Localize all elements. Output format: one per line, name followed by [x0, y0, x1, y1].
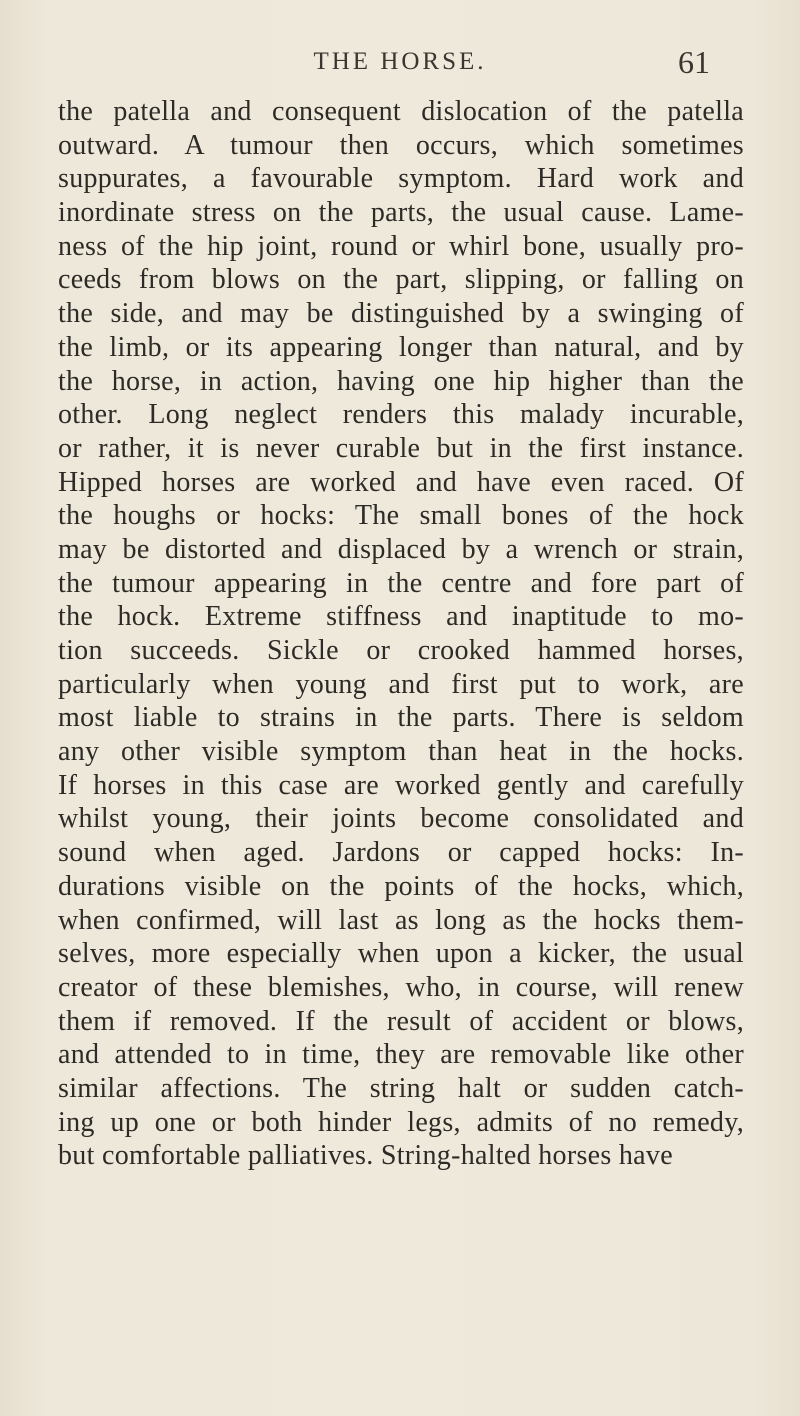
text-line: the patella and consequent dislocation of the patella	[58, 96, 744, 127]
text-line: sound when aged. Jardons or capped hocks: In-	[58, 837, 744, 869]
text-line: the horse, in action, having one hip higher than the	[58, 365, 744, 397]
text-line: or rather, it is never curable but in the first instance.	[58, 432, 744, 464]
text-line: may be distorted and displaced by a wrench or strain,	[58, 533, 744, 565]
text-line: any other visible symptom than heat in the hocks.	[58, 736, 744, 768]
text-line: ness of the hip joint, round or whirl bone, usually pro-	[58, 230, 744, 262]
text-line: them if removed. If the result of accident or blows,	[58, 1005, 744, 1037]
text-line: the side, and may be distinguished by a swinging of	[58, 298, 744, 330]
running-head: THE HORSE.	[313, 48, 487, 75]
text-line: particularly when young and first put to work, are	[58, 668, 744, 700]
text-line: tion succeeds. Sickle or crooked hammed horses,	[58, 635, 744, 666]
text-line: the houghs or hocks: The small bones of the hock	[58, 500, 744, 532]
text-line: selves, more especially when upon a kicker, the usual	[58, 938, 744, 970]
text-line: similar affections. The string halt or sudden catch-	[58, 1072, 744, 1104]
page-number: 61	[678, 44, 710, 80]
text-line: inordinate stress on the parts, the usual cause. Lame-	[58, 197, 744, 229]
text-line: Hipped horses are worked and have even raced. Of	[58, 466, 744, 498]
text-line: If horses in this case are worked gently and carefully	[58, 769, 744, 801]
text-line: other. Long neglect renders this malady incurable,	[58, 399, 744, 431]
text-line: and attended to in time, they are removable like other	[58, 1039, 744, 1071]
text-line: the hock. Extreme stiffness and inaptitude to mo-	[58, 601, 744, 633]
text-line: but comfortable palliatives. String-halted horses have	[58, 1140, 673, 1172]
text-line: outward. A tumour then occurs, which sometimes	[58, 129, 744, 161]
text-line: the limb, or its appearing longer than natural, and by	[58, 331, 744, 363]
text-line: ceeds from blows on the part, slipping, or falling on	[58, 264, 744, 296]
text-line: when confirmed, will last as long as the hocks them-	[58, 904, 744, 936]
text-line: ing up one or both hinder legs, admits of no remedy,	[58, 1106, 744, 1138]
text-line: most liable to strains in the parts. There is seldom	[58, 702, 744, 734]
text-line: suppurates, a favourable symptom. Hard work and	[58, 163, 744, 195]
text-line: durations visible on the points of the hocks, which,	[58, 870, 744, 902]
text-line: creator of these blemishes, who, in course, will renew	[58, 971, 744, 1003]
page-header	[0, 44, 800, 88]
body-text	[58, 95, 744, 1173]
text-line: the tumour appearing in the centre and fore part of	[58, 567, 744, 599]
text-line: whilst young, their joints become consolidated and	[58, 803, 744, 835]
